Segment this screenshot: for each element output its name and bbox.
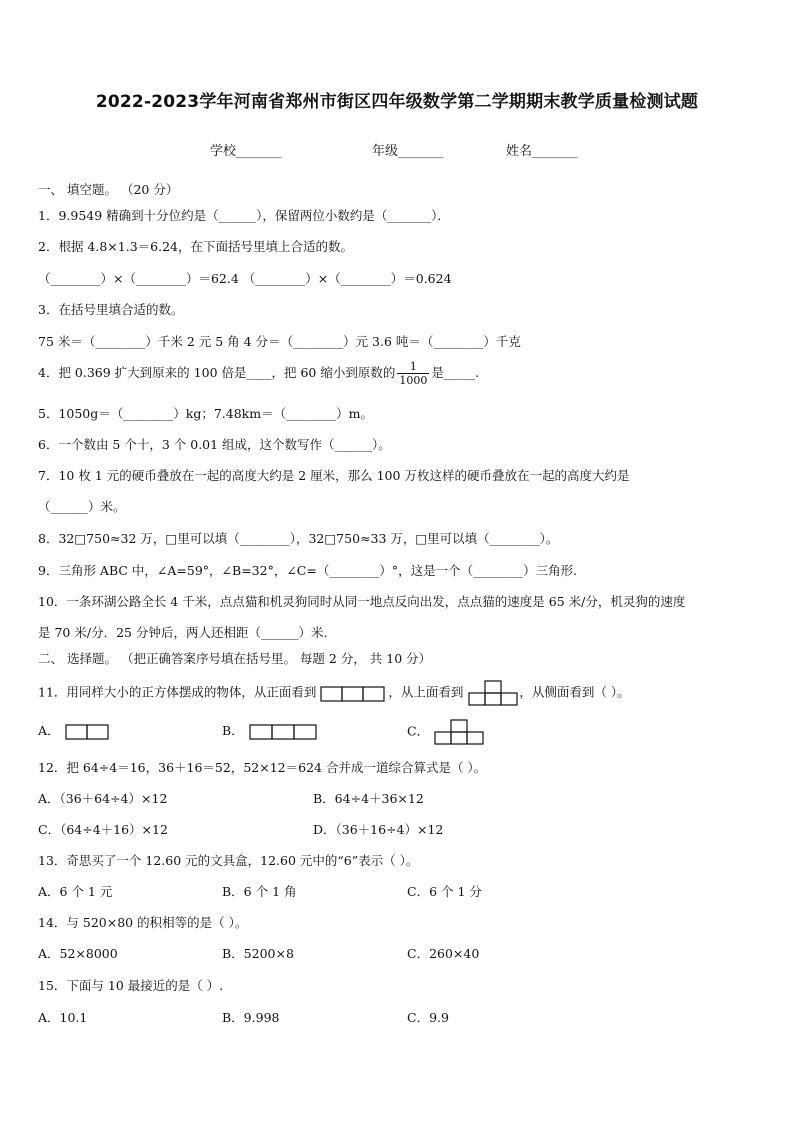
question-2-blanks: （________）×（________）＝62.4 （________）×（________）＝0.624: [38, 271, 452, 286]
question-7-line-2: （______）米。: [38, 499, 126, 514]
question-7-line-1: 7．10 枚 1 元的硬币叠放在一起的高度大约是 2 厘米，那么 100 万枚这样的硬币叠放在一起的高度大约是: [38, 468, 630, 483]
question-15: 15．下面与 10 最接近的是（ ）.: [38, 978, 224, 993]
q11-option-a: [38, 722, 110, 740]
school-field: 学校_______: [210, 144, 282, 159]
question-6: 6．一个数由 5 个十，3 个 0.01 组成，这个数写作（______）。: [38, 437, 391, 452]
q15-option-c: C．9.9: [407, 1010, 449, 1025]
fraction-numerator: 1: [397, 360, 429, 374]
section-2-heading: 二、 选择题。 （把正确答案序号填在括号里。 每题 2 分， 共 10 分）: [38, 651, 432, 666]
question-3: 3．在括号里填合适的数。: [38, 302, 184, 317]
q12-option-a: A．（36＋64÷4）×12: [38, 791, 168, 806]
q14-option-b: B．5200×8: [222, 946, 294, 961]
option-a-figure: [64, 724, 110, 740]
question-12: 12．把 64÷4＝16，36＋16＝52，52×12＝624 合并成一道综合算式是（ ）。: [38, 760, 487, 775]
fraction-one-thousandth: [397, 360, 429, 387]
question-4-text: 4．把 0.369 扩大到原来的 100 倍是____，把 60 缩小到原数的: [38, 365, 396, 380]
question-11-tail: ，从侧面看到（ ）。: [519, 684, 630, 700]
option-label: C．: [407, 723, 430, 739]
option-b-figure: [248, 724, 318, 740]
question-9: 9．三角形 ABC 中，∠A=59°，∠B=32°，∠C=（________）°，这是一个（________）三角形.: [38, 563, 578, 578]
q14-option-c: C．260×40: [407, 946, 480, 961]
front-view-figure: [320, 684, 388, 702]
q13-option-a: A．6 个 1 元: [38, 884, 113, 899]
question-10-line-2: 是 70 米/分．25 分钟后，两人还相距（______）米.: [38, 625, 328, 640]
question-11-mid: ，从上面看到: [388, 684, 464, 700]
question-3-blanks: 75 米＝（________）千米 2 元 5 角 4 分＝（________）元 3.6 吨＝（________）千克: [38, 334, 521, 349]
q12-option-c: C．（64÷4＋16）×12: [38, 822, 168, 837]
question-14: 14．与 520×80 的积相等的是（ ）。: [38, 915, 248, 930]
question-11: [38, 680, 630, 706]
fraction-denominator: 1000: [399, 374, 428, 387]
question-8: 8．32□750≈32 万，□里可以填（________），32□750≈33 万，□里可以填（________）。: [38, 531, 559, 546]
question-2: 2．根据 4.8×1.3＝6.24，在下面括号里填上合适的数。: [38, 239, 353, 254]
option-label: B．: [222, 723, 244, 738]
page-title: 2022-2023学年河南省郑州市街区四年级数学第二学期期末教学质量检测试题: [95, 92, 699, 112]
q15-option-b: B．9.998: [222, 1010, 280, 1025]
q13-option-b: B．6 个 1 角: [222, 884, 297, 899]
grade-field: 年级_______: [372, 144, 444, 159]
question-13: 13．奇思买了一个 12.60 元的文具盒，12.60 元中的“6”表示（ ）。: [38, 853, 419, 868]
question-10-line-1: 10．一条环湖公路全长 4 千米，点点猫和机灵狗同时从同一地点反向出发，点点猫的速度是 65 米/分，机灵狗的速度: [38, 594, 686, 609]
q12-option-d: D．（36＋16÷4）×12: [313, 822, 444, 837]
q11-option-c: [407, 719, 487, 745]
q11-option-b: [222, 722, 318, 740]
section-1-heading: 一、 填空题。 （20 分）: [38, 182, 179, 197]
question-4: [38, 360, 479, 387]
question-11-text: 11．用同样大小的正方体摆成的物体，从正面看到: [38, 684, 317, 700]
q15-option-a: A．10.1: [38, 1010, 88, 1025]
q13-option-c: C．6 个 1 分: [407, 884, 482, 899]
question-1: 1．9.9549 精确到十分位约是（______），保留两位小数约是（_______）．: [38, 208, 450, 223]
question-4-tail: 是_____.: [431, 365, 480, 380]
top-view-figure: [467, 680, 519, 706]
question-5: 5．1050g＝（________）kg；7.48km＝（________）m。: [38, 406, 373, 421]
name-field: 姓名_______: [506, 144, 578, 159]
q14-option-a: A．52×8000: [38, 946, 118, 961]
q12-option-b: B．64÷4＋36×12: [313, 791, 424, 806]
option-c-figure: [433, 719, 487, 745]
option-label: A．: [38, 723, 60, 738]
